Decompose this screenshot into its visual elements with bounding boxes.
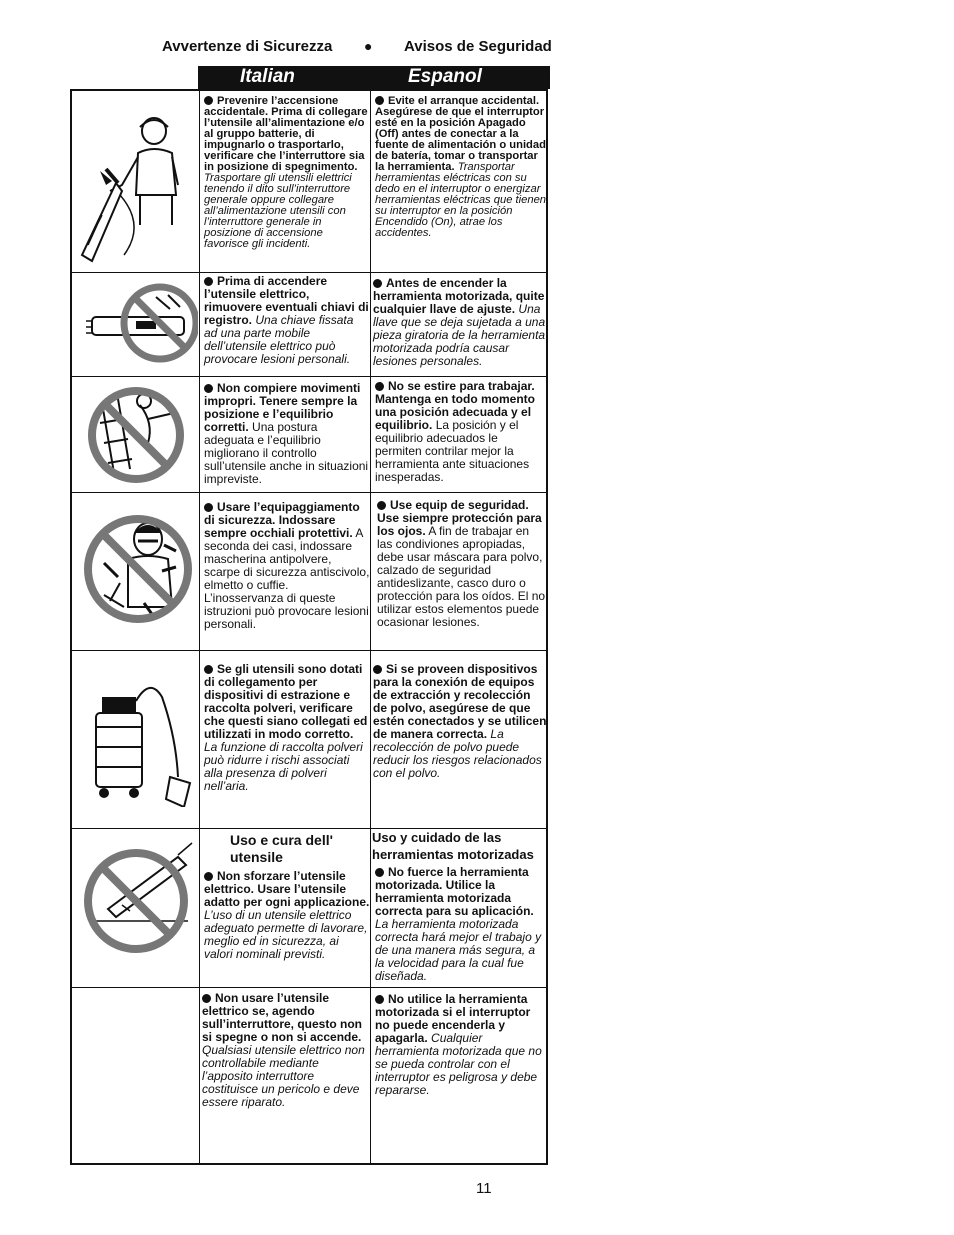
header-italian: Avvertenze di Sicurezza bbox=[162, 38, 333, 55]
row5-italian: Se gli utensili sono dotati di collegamento per dispositivi di estrazione e raccolta polveri, verificare che questi siano collegati ed utilizzati in modo corretto. La funzione di raccolta polveri può ridurre i rischi associati alla presenza di polveri nell’aria. bbox=[204, 662, 368, 793]
es-section-heading: Uso y cuidado de las herramientas motorizadas bbox=[372, 830, 534, 862]
worker-carrying-tool-icon bbox=[76, 105, 196, 267]
it-section-heading: Uso e cura dell' utensile bbox=[230, 832, 333, 865]
row4-spanish: Use equip de seguridad. Use siempre protección para los ojos. A fin de trabajar en las condiviones apropiadas, debe usar máscara para polvo, calzado de seguridad antideslizante, casco duro o protección para los oídos. El no utilizar estos elementos puede ocasionar lesiones. bbox=[377, 498, 546, 629]
header-separator-dot: ● bbox=[364, 38, 373, 54]
row3-spanish: No se estire para trabajar. Mantenga en todo momento una posición adecuada y el equilibrio. La posición y el equilibrio adecuados le permiten contrilar mejor la herramienta ante situaciones inesperadas. bbox=[375, 379, 535, 484]
row6-italian: Non sforzare l’utensile elettrico. Usare l’utensile adatto per ogni applicazione. L’uso di un utensile elettrico adeguato permette di lavorare, meglio ed in sicurezza, ai valori nominali previsti. bbox=[204, 869, 370, 961]
lang-italian: Italian bbox=[240, 66, 295, 87]
header-spanish: Avisos de Seguridad bbox=[404, 38, 552, 55]
row2-italian: Prima di accendere l’utensile elettrico, rimuovere eventuali chiavi di registro. Una chiave fissata ad una parte mobile dell’utensile elettrico può provocare lesioni personali. bbox=[204, 274, 369, 366]
lang-spanish: Espanol bbox=[408, 66, 482, 87]
safety-equipment-icon bbox=[84, 503, 194, 633]
no-forcing-tool-icon bbox=[78, 835, 198, 955]
no-adjusting-key-icon bbox=[78, 277, 198, 372]
row1-spanish: Evite el arranque accidental. Asegúrese de que el interruptor esté en la posición Apagado (Off) antes de conectar a la fuente de alimentación o unidad de batería, tomar o transportar la herramienta. Transportar herramientas eléctricas con su dedo en el interruptor o energizar herramientas eléctricas que tienen su interruptor en la posición Encendido (On), atrae los accidentes. bbox=[375, 95, 547, 239]
safety-table bbox=[70, 89, 548, 1165]
row6-spanish: No fuerce la herramienta motorizada. Utilice la herramienta motorizada correcta para su aplicación. La herramienta motorizada correcta hará mejor el trabajo y de una manera más segura, a la velocidad para la cual fue diseñada. bbox=[375, 865, 542, 983]
dust-extractor-icon bbox=[80, 677, 195, 807]
row5-spanish: Si se proveen dispositivos para la conexión de equipos de extracción y recolección de polvo, asegúrese de que estén conectados y se utilicen de manera correcta. La recolección de polvo puede reducir los riesgos relacionados con el polvo. bbox=[373, 662, 547, 780]
row7-italian: Non usare l’utensile elettrico se, agendo sull’interruttore, questo non si spegne o non si accende. Qualsiasi utensile elettrico non controllabile mediante l’apposito interruttore costituisce un pericolo e deve essere riparato. bbox=[202, 991, 365, 1109]
language-bar bbox=[198, 66, 550, 89]
row3-italian: Non compiere movimenti impropri. Tenere sempre la posizione e l’equilibrio corretti. Una postura adeguata e l’equilibrio migliorano il controllo sull’utensile anche in situazioni impreviste. bbox=[204, 381, 369, 486]
no-overreach-icon bbox=[84, 383, 190, 487]
row1-italian: Prevenire l’accensione accidentale. Prima di collegare l’utensile all’alimentazione e/o al gruppo batterie, di impugnarlo o trasportarlo, verificare che l’interruttore sia in posizione di spegnimento. Trasportare gli utensili elettrici tenendo il dito sull’interruttore generale oppure collegare all’alimentazione utensili con l’interruttore generale in posizione di accensione favorisce gli incidenti. bbox=[204, 95, 368, 250]
page-number: 11 bbox=[476, 1180, 492, 1197]
row7-spanish: No utilice la herramienta motorizada si el interruptor no puede encenderla y apagarla. Cualquier herramienta motorizada que no se pueda controlar con el interruptor es peligrosa y debe repararse. bbox=[375, 992, 542, 1097]
row4-italian: Usare l’equipaggiamento di sicurezza. Indossare sempre occhiali protettivi. A seconda dei casi, indossare mascherina antipolvere, scarpe di sicurezza antiscivolo, elmetto o cuffie. L’inosservanza di queste istruzioni può provocare lesioni personali. bbox=[204, 500, 370, 631]
row2-spanish: Antes de encender la herramienta motorizada, quite cualquier llave de ajuste. Una llave que se deja sujetada a una pieza giratoria de la herramienta motorizada podría causar lesiones personales. bbox=[373, 276, 546, 368]
